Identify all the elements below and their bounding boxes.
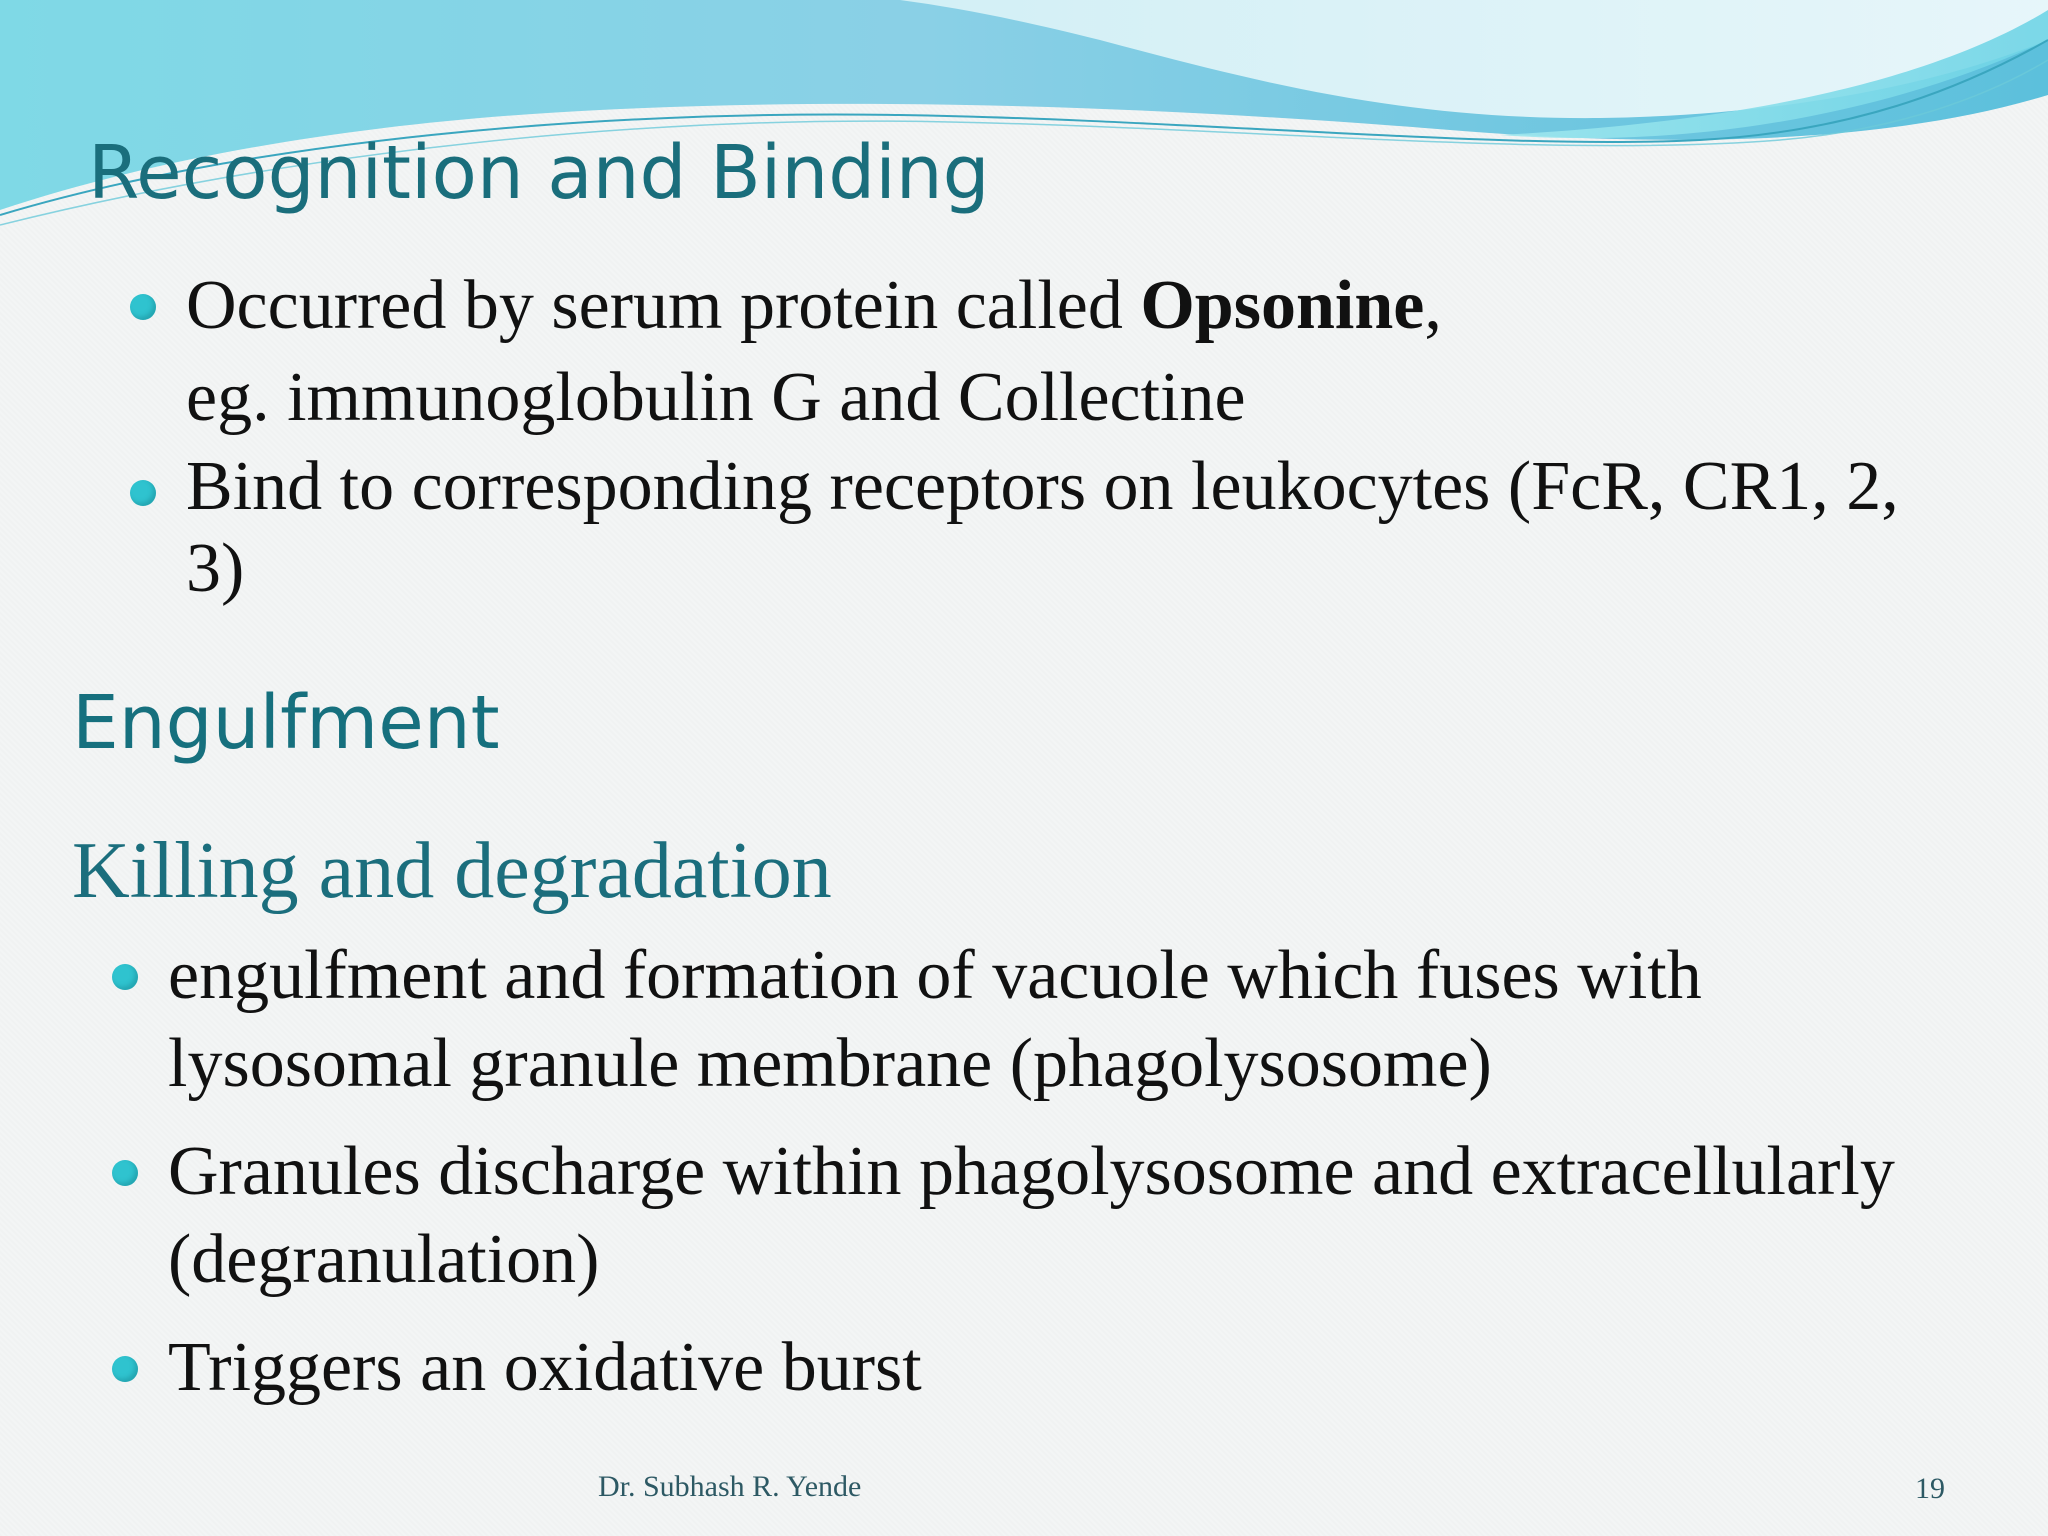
list-item [112, 932, 1972, 1108]
bullet-text: Bind to corresponding receptors on leukocytes (FcR, CR1, 2, 3) [186, 448, 1899, 607]
page-number: 19 [1915, 1472, 1945, 1505]
footer-author: Dr. Subhash R. Yende [598, 1470, 862, 1503]
bullet-text: Granules discharge within phagolysosome and extracellularly (degranulation) [168, 1133, 1895, 1298]
recognition-heading: Recognition and Binding [88, 130, 990, 216]
bullet-icon [130, 480, 156, 506]
bullet-text: Occurred by serum protein called Opsonine, [186, 267, 1442, 344]
bullet-icon [112, 1160, 138, 1186]
list-item [130, 260, 1930, 444]
recognition-bullet-list [130, 260, 1930, 610]
killing-heading: Killing and degradation [72, 827, 832, 915]
bullet-text: engulfment and formation of vacuole which fuses with lysosomal granule membrane (phagolysosome) [168, 937, 1702, 1102]
engulfment-heading: Engulfment [72, 680, 500, 766]
opsonine-bold: Opsonine [1140, 267, 1425, 344]
bullet-icon [130, 294, 156, 320]
list-item [112, 1128, 1972, 1304]
bullet-text-continued: eg. immunoglobulin G and Collectine [186, 359, 1246, 436]
bullet-icon [112, 964, 138, 990]
killing-bullet-list [112, 932, 1972, 1432]
list-item [130, 446, 1930, 610]
bullet-icon [112, 1356, 138, 1382]
list-item [112, 1324, 1972, 1412]
bullet-text: Triggers an oxidative burst [168, 1329, 922, 1406]
